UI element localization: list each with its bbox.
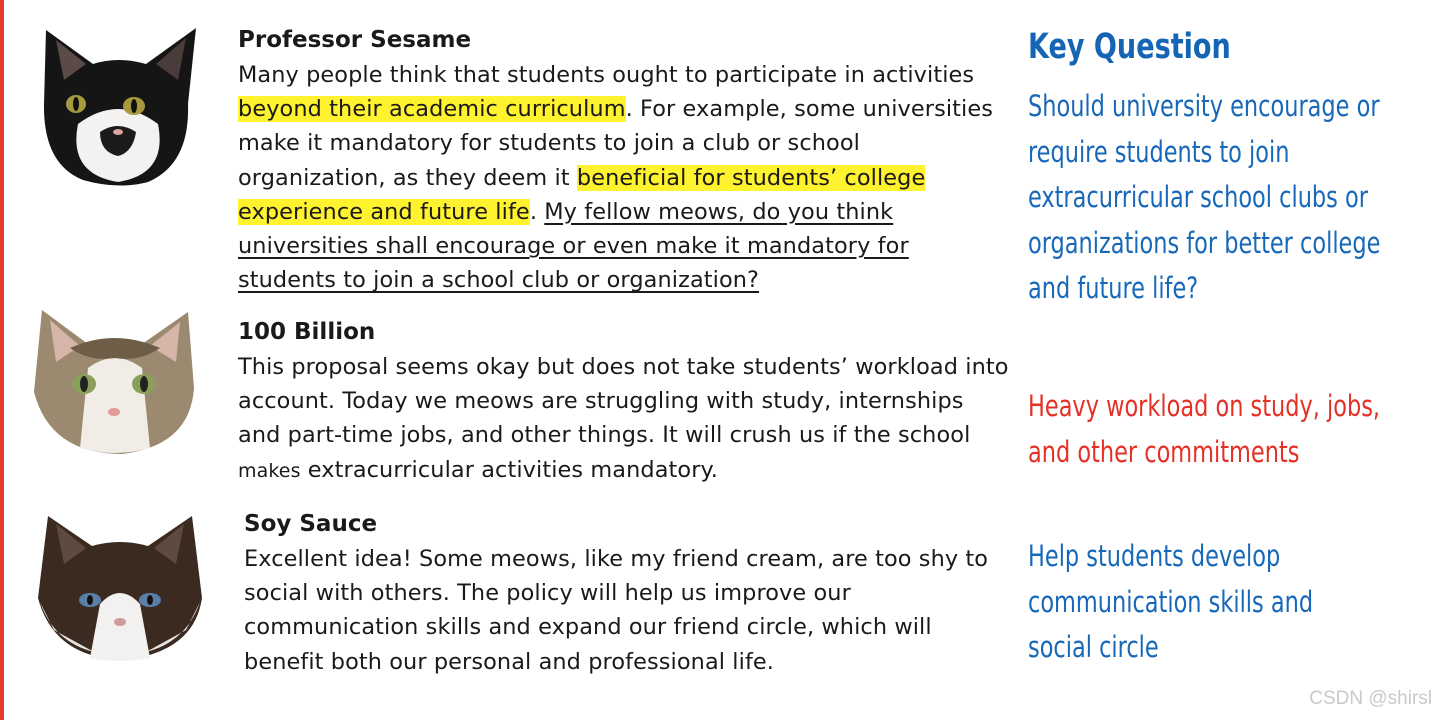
tabby-cat-icon — [30, 308, 200, 458]
key-question-line: Should university encourage or — [1028, 89, 1380, 123]
key-question-panel — [1028, 26, 1428, 312]
post-text: Many people think that students ought to participate in activities — [238, 62, 975, 88]
post-text-small: makes — [238, 459, 301, 482]
note-blue-line: Help students develop — [1028, 539, 1281, 573]
post-100-billion — [238, 318, 1013, 488]
left-border-rule — [0, 0, 4, 720]
post-text: . For example, some universities make it mandatory for students to join a club or school organization, as they deem it — [238, 96, 993, 191]
key-question-line: extracurricular school clubs or — [1028, 180, 1368, 214]
post-author: 100 Billion — [238, 319, 376, 345]
underlined-question: My fellow meows, do you think universities shall encourage or even make it mandatory for students to join a school club or organization? — [238, 198, 909, 294]
black-white-cat-icon — [38, 24, 200, 186]
note-red-line: Heavy workload on study, jobs, — [1028, 389, 1381, 423]
highlighted-text: beneficial for students’ college experience and future life — [238, 164, 926, 225]
post-author: Professor Sesame — [238, 27, 472, 53]
post-text: . — [529, 198, 545, 225]
note-workload — [1028, 384, 1428, 475]
post-author: Soy Sauce — [244, 511, 378, 537]
post-body — [238, 58, 1008, 297]
post-text: Excellent idea! Some meows, like my friend cream, are too shy to social with others. The policy will help us improve our communication skills and expand our friend circle, which will benefit both our personal and professional life. — [244, 546, 989, 675]
key-question-line: organizations for better college — [1028, 225, 1381, 260]
watermark: CSDN @shirsl — [1309, 688, 1432, 709]
ragdoll-cat-icon — [34, 512, 206, 662]
post-text: This proposal seems okay but does not take students’ workload into account. Today we meows are struggling with study, internships and part-time jobs, and other things. It will crush us if the school — [238, 354, 1009, 449]
post-body — [238, 350, 1013, 488]
note-communication — [1028, 534, 1428, 671]
post-text: extracurricular activities mandatory. — [307, 456, 718, 483]
key-question-line: require students to join — [1028, 134, 1290, 169]
note-blue-line: social circle — [1028, 630, 1159, 664]
post-soy-sauce — [244, 510, 989, 679]
key-question-line: and future life? — [1028, 271, 1199, 305]
note-blue-line: communication skills and — [1028, 584, 1314, 619]
post-professor-sesame — [238, 26, 1008, 297]
note-red-line: and other commitments — [1028, 434, 1300, 469]
highlighted-text: beyond their academic curriculum — [238, 96, 626, 123]
post-body — [244, 542, 989, 679]
key-question-title: Key Question — [1028, 27, 1231, 67]
